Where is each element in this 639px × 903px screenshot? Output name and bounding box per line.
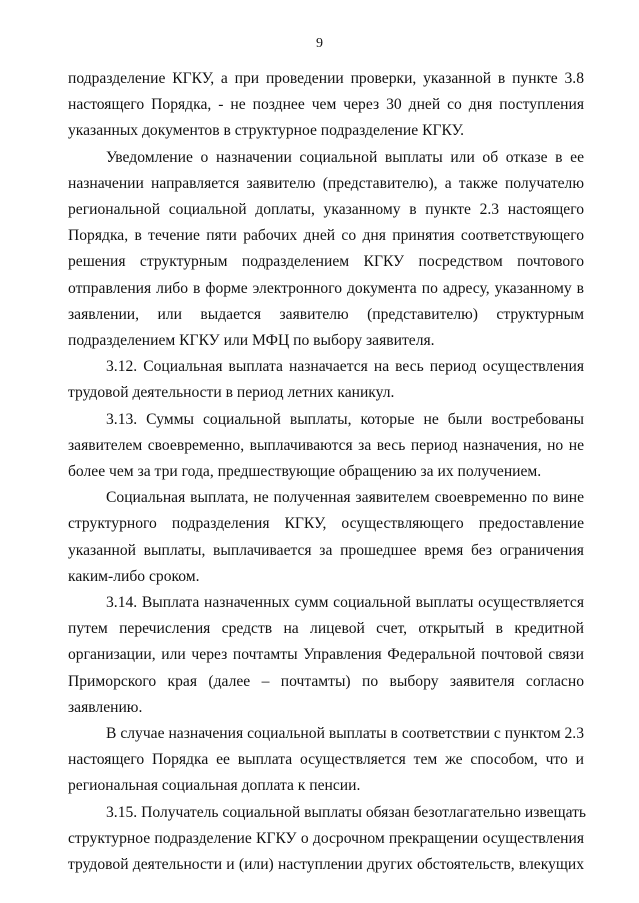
text-line: Порядка, в течение пяти рабочих дней со дня принятия соответствующего bbox=[68, 227, 584, 245]
text-line: 3.13. Суммы социальной выплаты, которые не были востребованы bbox=[106, 410, 584, 428]
text-line: трудовой деятельности в период летних каникул. bbox=[68, 384, 395, 402]
text-line: решения структурным подразделением КГКУ посредством почтового bbox=[68, 253, 584, 271]
text-line: структурного подразделения КГКУ, осуществляющего предоставление bbox=[68, 515, 584, 533]
text-line: подразделением КГКУ или МФЦ по выбору заявителя. bbox=[68, 332, 435, 349]
text-line: региональной социальной доплаты, указанному в пункте 2.3 настоящего bbox=[68, 201, 584, 218]
text-line: назначении направляется заявителю (представителю), а также получателю bbox=[68, 174, 584, 192]
text-line: настоящего Порядка ее выплата осуществляется тем же способом, что и bbox=[68, 751, 584, 769]
text-line: В случае назначения социальной выплаты в соответствии с пунктом 2.3 bbox=[106, 725, 584, 742]
text-line: каким-либо сроком. bbox=[68, 567, 200, 585]
text-line: Уведомление о назначении социальной выплаты или об отказе в ее bbox=[106, 148, 584, 166]
text-line: отправления либо в форме электронного документа по адресу, указанному в bbox=[68, 279, 584, 297]
text-line: региональная социальная доплата к пенсии. bbox=[68, 777, 361, 795]
text-line: 3.15. Получатель социальной выплаты обязан безотлагательно извещать bbox=[106, 803, 587, 821]
text-line: указанной выплаты, выплачивается за прошедшее время без ограничения bbox=[68, 541, 584, 559]
text-line: заявлению. bbox=[68, 698, 143, 716]
text-line: 3.14. Выплата назначенных сумм социальной выплаты осуществляется bbox=[106, 594, 584, 611]
text-line: заявлении, или выдается заявителю (представителю) структурным bbox=[68, 305, 584, 323]
text-line: настоящего Порядка, - не позднее чем через 30 дней со дня поступления bbox=[68, 96, 584, 114]
text-line: заявителем своевременно, выплачиваются за весь период назначения, но не bbox=[68, 436, 584, 454]
text-line: более чем за три года, предшествующие обращению за их получением. bbox=[68, 463, 542, 480]
text-line: структурное подразделение КГКУ о досрочном прекращении осуществления bbox=[68, 829, 584, 847]
text-line: указанных документов в структурное подразделение КГКУ. bbox=[68, 122, 464, 140]
text-line: 3.12. Социальная выплата назначается на весь период осуществления bbox=[106, 358, 584, 376]
text-line: Социальная выплата, не полученная заявителем своевременно по вине bbox=[106, 489, 584, 507]
page-number: 9 bbox=[316, 36, 323, 51]
text-line: подразделение КГКУ, а при проведении проверки, указанной в пункте 3.8 bbox=[68, 70, 584, 87]
text-line: организации, или через почтамты Управления Федеральной почтовой связи bbox=[68, 646, 584, 664]
text-line: Приморского края (далее – почтамты) по выбору заявителя согласно bbox=[68, 672, 584, 690]
text-line: путем перечисления средств на лицевой счет, открытый в кредитной bbox=[68, 620, 584, 638]
text-line: трудовой деятельности и (или) наступлении других обстоятельств, влекущих bbox=[68, 856, 584, 873]
